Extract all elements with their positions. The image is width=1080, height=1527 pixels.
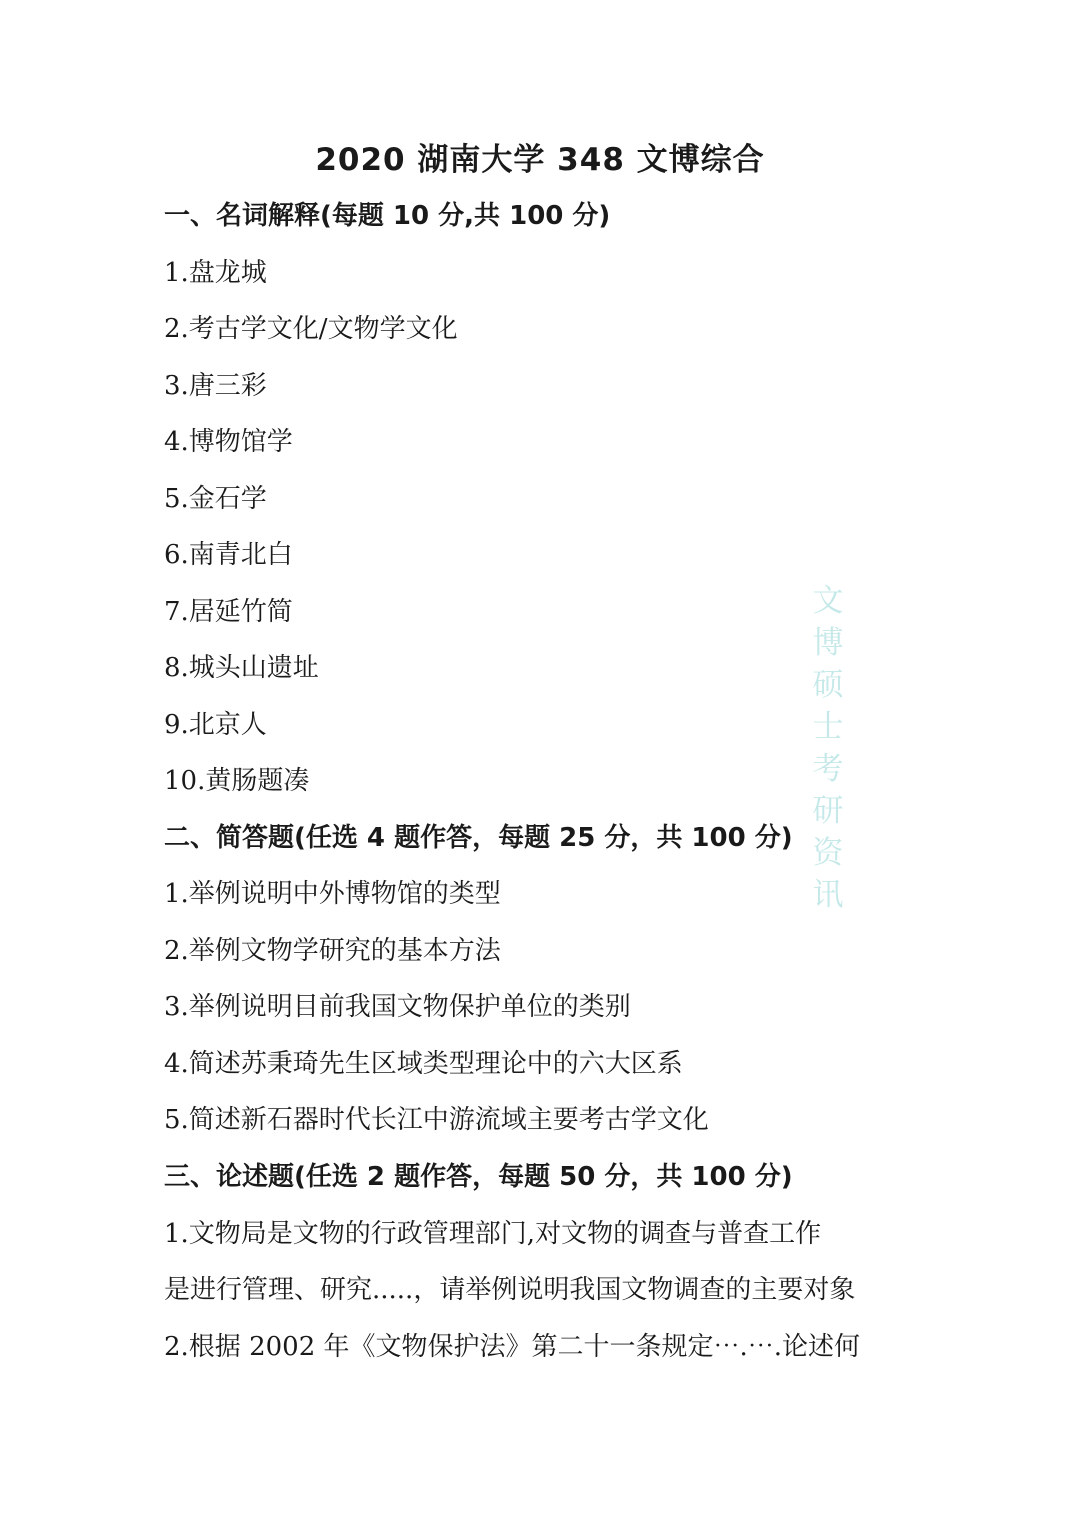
watermark-text: 文博硕士考研资讯 [812, 583, 844, 913]
list-item: 是进行管理、研究.....，请举例说明我国文物调查的主要对象 [164, 1275, 856, 1305]
list-item: 1.举例说明中外博物馆的类型 [164, 879, 501, 909]
list-item: 1.盘龙城 [164, 258, 267, 288]
list-item: 9.北京人 [164, 710, 267, 740]
list-item: 3.举例说明目前我国文物保护单位的类别 [164, 992, 631, 1022]
list-item: 2.根据 2002 年《文物保护法》第二十一条规定⋯.⋯.论述何 [164, 1332, 861, 1362]
list-item: 5.金石学 [164, 484, 267, 514]
list-item: 2.考古学文化/文物学文化 [164, 314, 458, 344]
section-heading-essay: 三、论述题(任选 2 题作答，每题 50 分，共 100 分) [164, 1162, 793, 1192]
list-item: 5.简述新石器时代长江中游流域主要考古学文化 [164, 1105, 709, 1135]
section-heading-terms: 一、名词解释(每题 10 分,共 100 分) [164, 201, 611, 231]
list-item: 7.居延竹简 [164, 597, 293, 627]
list-item: 6.南青北白 [164, 540, 293, 570]
list-item: 8.城头山遗址 [164, 653, 319, 683]
list-item: 2.举例文物学研究的基本方法 [164, 936, 501, 966]
list-item: 1.文物局是文物的行政管理部门,对文物的调查与普查工作 [164, 1219, 822, 1249]
section-heading-short-answer: 二、简答题(任选 4 题作答，每题 25 分，共 100 分) [164, 823, 793, 853]
list-item: 3.唐三彩 [164, 371, 267, 401]
list-item: 10.黄肠题凑 [164, 766, 310, 796]
page-title: 2020 湖南大学 348 文博综合 [315, 142, 765, 178]
list-item: 4.简述苏秉琦先生区域类型理论中的六大区系 [164, 1049, 683, 1079]
list-item: 4.博物馆学 [164, 427, 293, 457]
